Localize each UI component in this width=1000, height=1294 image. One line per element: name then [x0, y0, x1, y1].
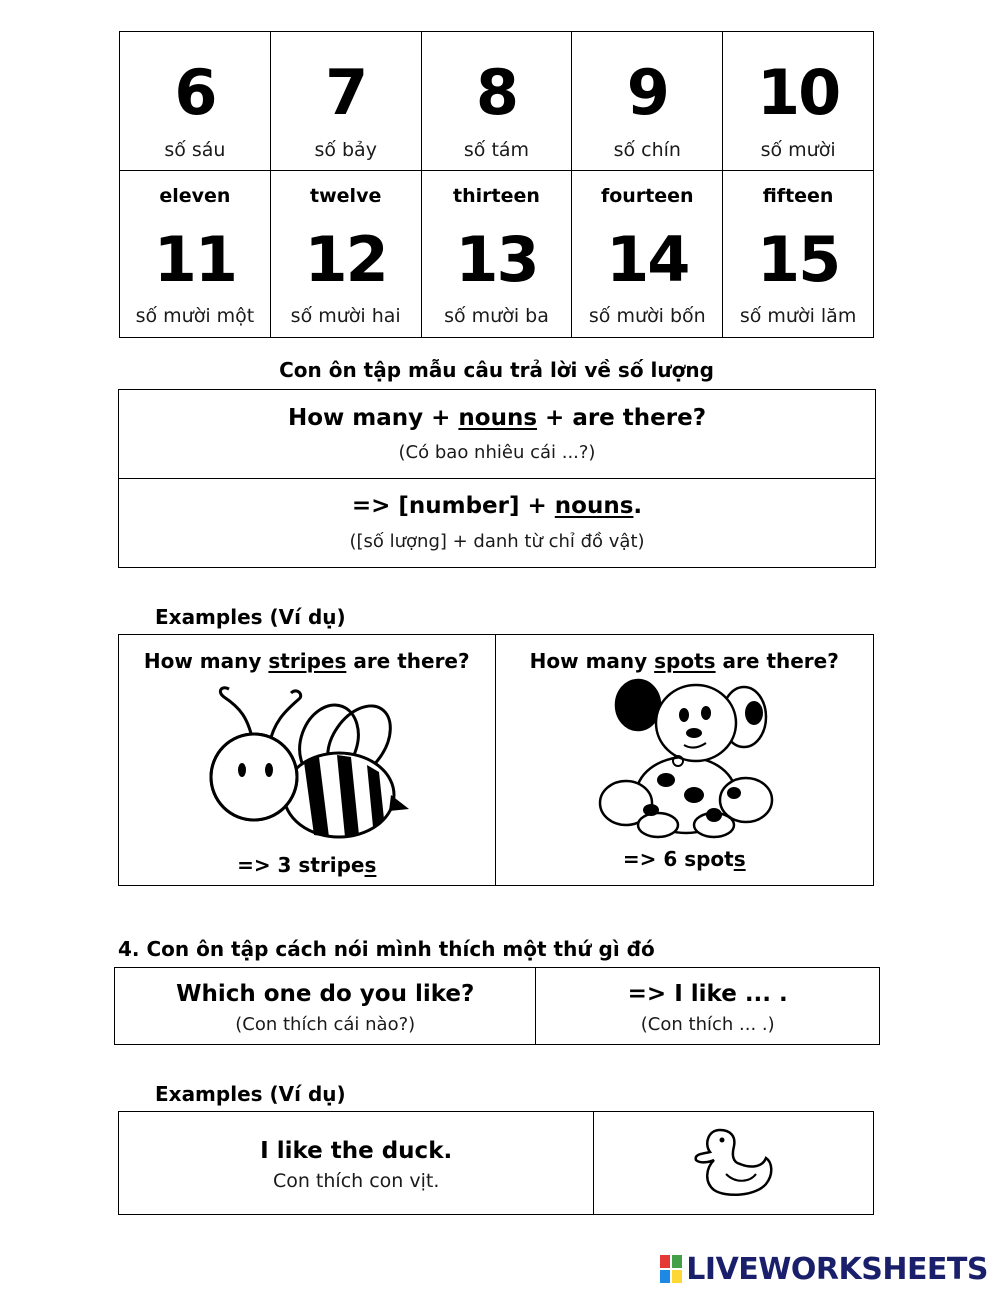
number-digit: 8: [475, 56, 518, 129]
number-vn: số mười: [760, 139, 836, 161]
pattern-answer-post: .: [633, 493, 643, 519]
numbers-table: [119, 31, 874, 338]
like-question-cell: [115, 968, 536, 1045]
number-cell: [421, 171, 572, 338]
pattern-answer-vn: ([số lượng] + danh từ chỉ đồ vật): [349, 531, 645, 552]
number-cell: [270, 32, 421, 171]
number-vn: số chín: [613, 139, 681, 161]
example-q-post: are there?: [346, 649, 470, 673]
example-dog-cell: [495, 635, 874, 886]
example-q-pre: How many: [143, 649, 269, 673]
number-cell: [120, 32, 271, 171]
example-dog-answer: [496, 847, 874, 871]
example-bee-answer: [119, 853, 495, 877]
number-cell: [723, 32, 874, 171]
pattern-answer-noun: nouns: [554, 493, 634, 519]
number-digit: 15: [756, 223, 840, 296]
quantity-pattern-table: [118, 389, 876, 568]
dog-image: [596, 675, 776, 840]
like-section-title: 4. Con ôn tập cách nói mình thích một thứ gì đó: [118, 937, 655, 961]
pattern-answer-cell: [119, 479, 876, 568]
pattern-answer-pre: => [number] +: [351, 493, 555, 519]
example-q-noun: stripes: [268, 649, 347, 673]
numbers-row-11-15: [120, 171, 874, 338]
number-vn: số mười hai: [290, 305, 401, 327]
number-vn: số mười ba: [444, 305, 549, 327]
number-cell: [421, 32, 572, 171]
logo-text: LIVEWORKSHEETS: [686, 1252, 988, 1287]
bee-image: [209, 677, 419, 847]
pattern-question: [119, 405, 875, 431]
like-pattern-table: [114, 967, 880, 1045]
example-a-pre: => 3 stripe: [237, 853, 365, 877]
examples-label-1: Examples (Ví dụ): [155, 605, 346, 629]
number-en: fourteen: [600, 185, 694, 207]
pattern-answer: [119, 493, 875, 519]
number-cell: [572, 32, 723, 171]
number-digit: 7: [325, 56, 367, 129]
quantity-section-title: Con ôn tập mẫu câu trả lời về số lượng: [279, 358, 714, 382]
pattern-question-cell: [119, 390, 876, 479]
pattern-question-vn: (Có bao nhiêu cái ...?): [398, 442, 596, 463]
number-vn: số sáu: [164, 139, 226, 161]
number-digit: 10: [756, 56, 840, 129]
number-cell: [270, 171, 421, 338]
number-en: twelve: [310, 185, 382, 207]
pattern-question-post: + are there?: [537, 405, 707, 431]
liveworksheets-logo: [660, 1252, 988, 1287]
examples-label-2: Examples (Ví dụ): [155, 1082, 346, 1106]
like-example-sentence: I like the duck.: [260, 1138, 453, 1164]
example-a-s: s: [364, 853, 377, 877]
example-q-post: are there?: [715, 649, 839, 673]
like-example-image-cell: [594, 1112, 874, 1215]
number-digit: 11: [153, 223, 237, 296]
number-vn: số mười lăm: [739, 305, 857, 327]
like-examples-table: [118, 1111, 874, 1215]
like-answer-vn: (Con thích ... .): [640, 1014, 775, 1035]
number-digit: 14: [606, 223, 689, 296]
like-question: Which one do you like?: [176, 981, 475, 1007]
example-q-noun: spots: [654, 649, 716, 673]
number-cell: [723, 171, 874, 338]
number-en: fifteen: [762, 185, 834, 207]
example-a-s: s: [733, 847, 746, 871]
example-q-pre: How many: [529, 649, 655, 673]
number-digit: 12: [304, 223, 387, 296]
like-example-vn: Con thích con vịt.: [272, 1170, 440, 1192]
like-answer: => I like ... .: [627, 981, 788, 1007]
number-vn: số mười một: [135, 305, 255, 327]
like-question-vn: (Con thích cái nào?): [235, 1014, 416, 1035]
example-a-pre: => 6 spot: [622, 847, 734, 871]
number-digit: 9: [626, 56, 668, 129]
number-en: eleven: [159, 185, 231, 207]
example-bee-cell: [119, 635, 496, 886]
number-cell: [572, 171, 723, 338]
number-digit: 6: [174, 56, 216, 129]
example-bee-question: [119, 649, 495, 673]
duck-image: [692, 1124, 776, 1198]
number-cell: [120, 171, 271, 338]
logo-icon: [660, 1255, 682, 1283]
number-digit: 13: [455, 223, 538, 296]
quantity-examples-table: [118, 634, 874, 886]
example-dog-question: [496, 649, 874, 673]
number-vn: số mười bốn: [588, 305, 706, 327]
numbers-row-6-10: [120, 32, 874, 171]
pattern-question-pre: How many +: [287, 405, 459, 431]
pattern-question-noun: nouns: [458, 405, 538, 431]
like-answer-cell: [536, 968, 880, 1045]
number-vn: số tám: [463, 139, 530, 161]
number-vn: số bảy: [314, 139, 377, 161]
number-en: thirteen: [453, 185, 540, 207]
like-example-text-cell: [119, 1112, 594, 1215]
